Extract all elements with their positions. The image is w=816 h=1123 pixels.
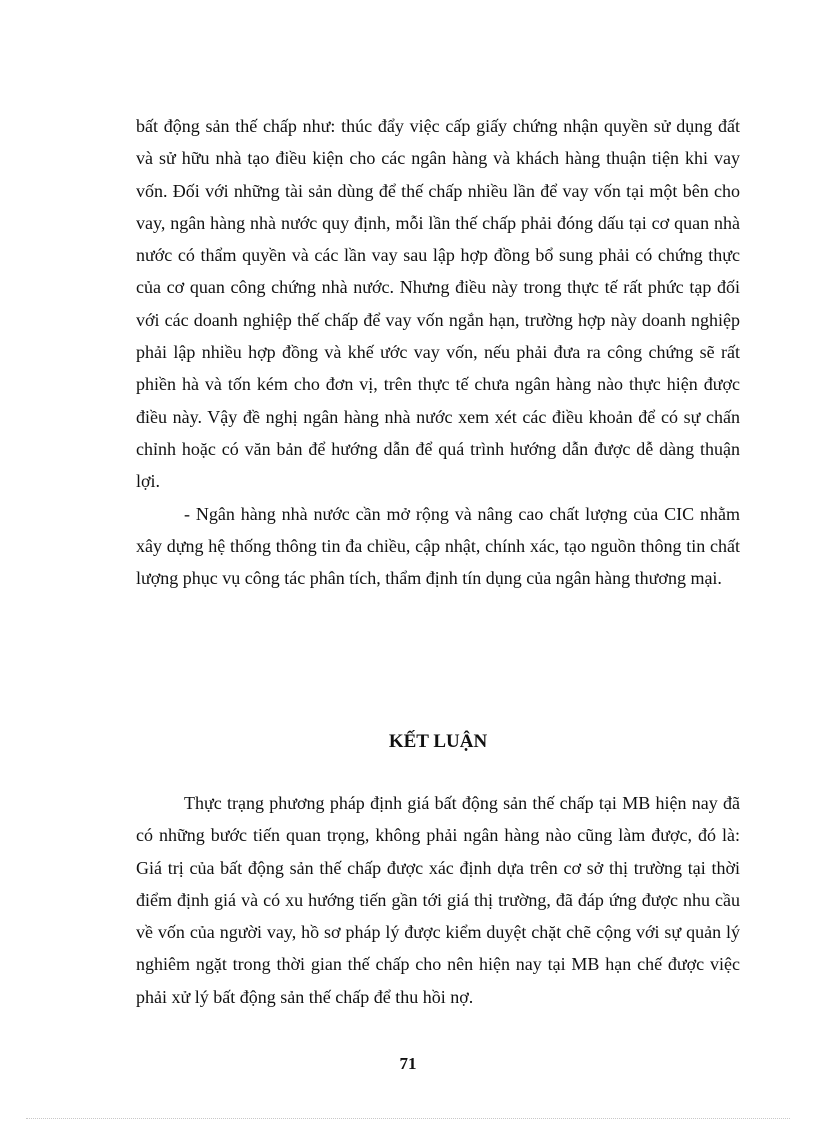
paragraph-continuation: bất động sản thế chấp như: thúc đẩy việc cấp giấy chứng nhận quyền sử dụng đất và sử hữu nhà tạo điều kiện cho các ngân hàng và khách hàng thuận tiện khi vay vốn. Đối với những tài sản dùng để thế chấp nhiều lần để vay vốn tại một bên cho vay, ngân hàng nhà nước quy định, mỗi lần thế chấp phải đóng dấu tại cơ quan nhà nước có thẩm quyền và các lần vay sau lập hợp đồng bổ sung phải có chứng thực của cơ quan công chứng nhà nước. Nhưng điều này trong thực tế rất phức tạp đối với các doanh nghiệp thế chấp để vay vốn ngắn hạn, trường hợp này doanh nghiệp phải lập nhiều hợp đồng và khế ước vay vốn, nếu phải đưa ra công chứng sẽ rất phiền hà và tốn kém cho đơn vị, trên thực tế chưa ngân hàng nào thực hiện được điều này. Vậy đề nghị ngân hàng nhà nước xem xét các điều khoản để có sự chấn chỉnh hoặc có văn bản để hướng dẫn để quá trình hướng dẫn được dễ dàng thuận lợi. [136,116,740,492]
page-number: 71 [399,1054,417,1073]
conclusion-body [136,787,740,1013]
body-text [136,110,740,594]
page-bottom-divider [26,1118,790,1119]
paragraph-cic-recommendation: - Ngân hàng nhà nước cần mở rộng và nâng cao chất lượng của CIC nhằm xây dựng hệ thống thông tin đa chiều, cập nhật, chính xác, tạo nguồn thông tin chất lượng phục vụ công tác phân tích, thẩm định tín dụng của ngân hàng thương mại. [136,503,740,589]
section-heading-conclusion: KẾT LUẬN [388,731,488,752]
paragraph-conclusion: Thực trạng phương pháp định giá bất động sản thế chấp tại MB hiện nay đã có những bước tiến quan trọng, không phải ngân hàng nào cũng làm được, đó là: Giá trị của bất động sản thế chấp được xác định dựa trên cơ sở thị trường tại thời điểm định giá và có xu hướng tiến gần tới giá thị trường, đã đáp ứng được nhu cầu về vốn của người vay, hồ sơ pháp lý được kiểm duyệt chặt chẽ cộng với sự quản lý nghiêm ngặt trong thời gian thế chấp cho nên hiện nay tại MB hạn chế được việc phải xử lý bất động sản thế chấp để thu hồi nợ. [136,793,740,1007]
